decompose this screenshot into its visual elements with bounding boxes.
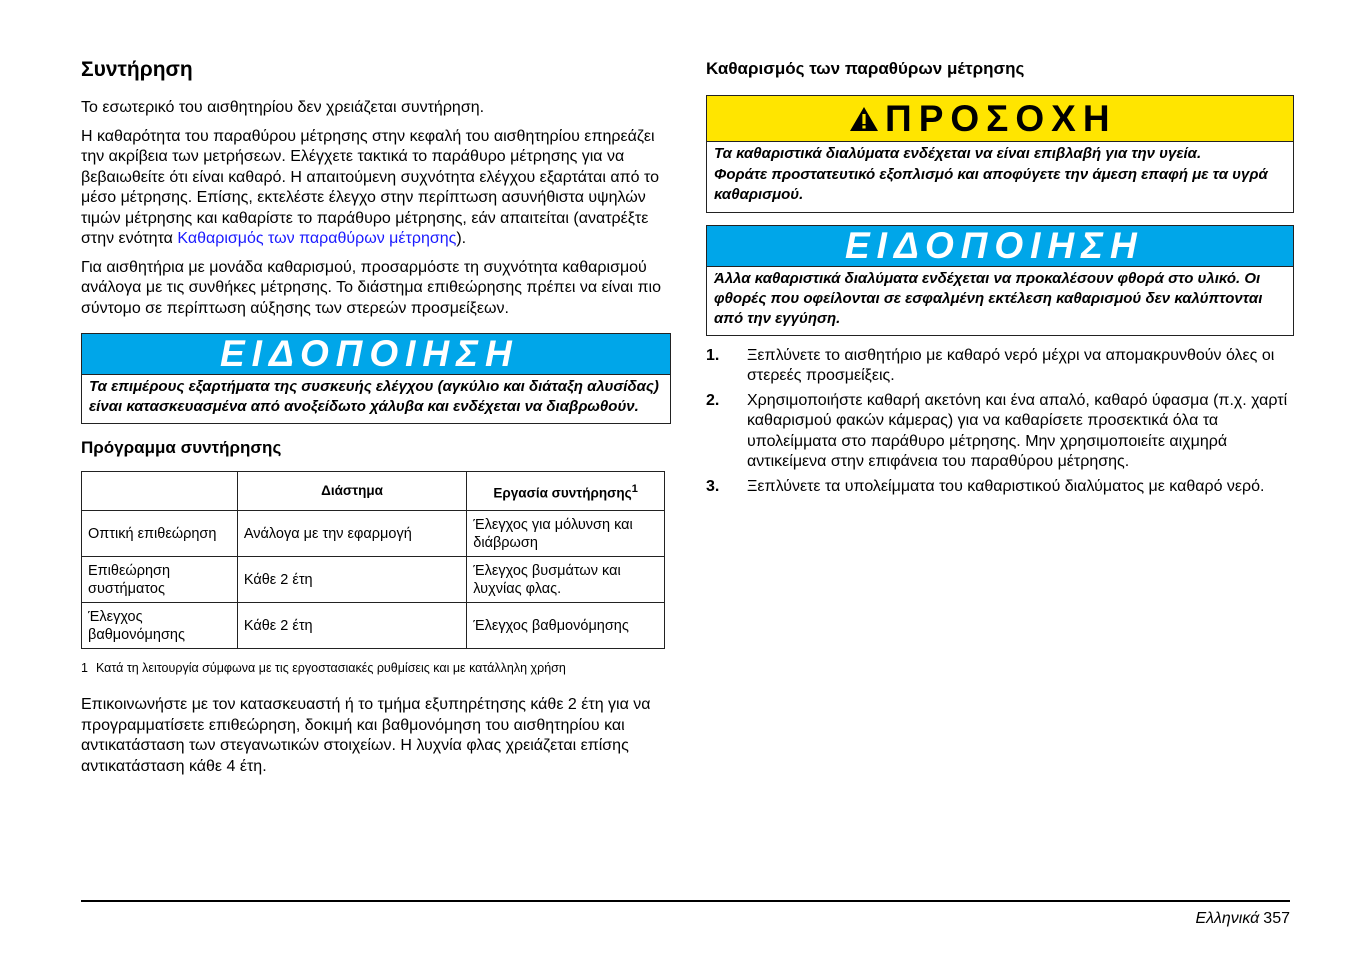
- footnote-marker: 1: [631, 482, 638, 495]
- list-item: [706, 477, 1294, 498]
- notice-header: [707, 226, 1293, 267]
- section-title-maintenance: Συντήρηση: [81, 58, 193, 81]
- table-header-cell: [82, 472, 238, 511]
- table-row: [82, 603, 665, 649]
- table-cell: Οπτική επιθεώρηση: [82, 511, 238, 557]
- table-row: [82, 557, 665, 603]
- caution-header: [707, 96, 1293, 142]
- paragraph-window-cleanliness: [81, 127, 671, 250]
- maintenance-schedule-table: [81, 471, 665, 649]
- table-footnote: [81, 661, 671, 675]
- table-cell: Έλεγχος βυσμάτων και λυχνίας φλας.: [467, 557, 665, 603]
- notice-text: Τα επιμέρους εξαρτήματα της συσκευής ελέγχου (αγκύλιο και διάταξη αλυσίδας) είναι κατασκευασμένα από ανοξείδωτο χάλυβα και ενδέχεται να διαβρωθούν.: [89, 378, 659, 415]
- warning-triangle-icon: [849, 105, 879, 133]
- footer-language: Ελληνικά: [1195, 910, 1260, 927]
- caution-line: Τα καθαριστικά διαλύματα ενδέχεται να είναι επιβλαβή για την υγεία.: [714, 145, 1202, 162]
- caution-text: [707, 142, 1293, 212]
- paragraph-end: ).: [456, 230, 467, 247]
- schedule-title: Πρόγραμμα συντήρησης: [81, 438, 282, 457]
- page-number: 357: [1263, 910, 1290, 927]
- table-cell: Κάθε 2 έτη: [237, 557, 466, 603]
- paragraph-contact-service: Επικοινωνήστε με τον κατασκευαστή ή το τμήμα εξυπηρέτησης κάθε 2 έτη για να προγραμματίσετε επιθεώρηση, δοκιμή και βαθμονόμηση του αισθητηρίου και αντικατάσταση των στεγανωτικών στοιχείων. Η λυχνία φλας χρειάζεται επίσης αντικατάσταση κάθε 4 έτη.: [81, 696, 651, 775]
- footnote-number: 1: [81, 661, 88, 675]
- table-cell: Κάθε 2 έτη: [237, 603, 466, 649]
- left-column: [81, 55, 671, 785]
- notice-title: ΕΙΔΟΠΟΙΗΣΗ: [845, 224, 1144, 266]
- caution-title: ΠΡΟΣΟΧΗ: [885, 97, 1117, 139]
- table-cell: Έλεγχος βαθμονόμησης: [82, 603, 238, 649]
- step-text: Ξεπλύνετε τα υπολείμματα του καθαριστικού διαλύματος με καθαρό νερό.: [747, 477, 1265, 495]
- table-cell: Έλεγχος για μόλυνση και διάβρωση: [467, 511, 665, 557]
- step-text: Ξεπλύνετε το αισθητήριο με καθαρό νερό μέχρι να απομακρυνθούν όλες οι στερεές προσμείξεις.: [747, 346, 1275, 384]
- paragraph-cleaning-unit: Για αισθητήρια με μονάδα καθαρισμού, προσαρμόστε τη συχνότητα καθαρισμού ανάλογα με τις συνθήκες μέτρησης. Το διάστημα επιθεώρησης πρέπει να είναι πιο σύντομο σε περίπτωση αύξησης των στερεών προσμείξεων.: [81, 258, 661, 317]
- notice-box-warranty: [706, 225, 1294, 336]
- list-item: [706, 391, 1294, 473]
- list-item: [706, 346, 1294, 387]
- notice-header: [82, 334, 670, 375]
- caution-line: Φοράτε προστατευτικό εξοπλισμό και αποφύγετε την άμεση επαφή με τα υγρά καθαρισμού.: [714, 165, 1268, 203]
- caution-box: [706, 95, 1294, 213]
- table-cell: Ανάλογα με την εφαρμογή: [237, 511, 466, 557]
- footnote-text: Κατά τη λειτουργία σύμφωνα με τις εργοστασιακές ρυθμίσεις και με κατάλληλη χρήση: [95, 661, 566, 675]
- table-header-cell: [467, 472, 665, 511]
- right-column: [706, 55, 1294, 501]
- step-text: Χρησιμοποιήστε καθαρή ακετόνη και ένα απαλό, καθαρό ύφασμα (π.χ. χαρτί καθαρισμού φακών κάμερας) για να καθαρίσετε προσεκτικά όλα τα υπολείμματα στο παράθυρο μέτρησης. Μην χρησιμοποιείτε αιχμηρά αντικείμενα στην επιφάνεια του παραθύρου μέτρησης.: [747, 391, 1288, 470]
- table-header-row: [82, 472, 665, 511]
- table-cell: Έλεγχος βαθμονόμησης: [467, 603, 665, 649]
- table-header-cell: Διάστημα: [237, 472, 466, 511]
- notice-text: Άλλα καθαριστικά διαλύματα ενδέχεται να προκαλέσουν φθορά στο υλικό. Οι φθορές που οφείλονται σε εσφαλμένη εκτέλεση καθαρισμού δεν καλύπτονται από την εγγύηση.: [714, 269, 1263, 327]
- paragraph-text: Η καθαρότητα του παραθύρου μέτρησης στην κεφαλή του αισθητηρίου επηρεάζει την ακρίβεια των μετρήσεων. Ελέγχετε τακτικά το παράθυρο μέτρησης για να βεβαιωθείτε ότι είναι καθαρό. Η απαιτούμενη συχνότητα ελέγχου εξαρτάται από το μέσο μέτρησης. Επίσης, εκτελέστε έλεγχο στην περίπτωση ασυνήθιστα υψηλών τιμών μέτρησης και καθαρίστε το παράθυρο μέτρησης, εάν απαιτείται (ανατρέξτε στην ενότητα: [81, 127, 659, 247]
- footer-divider: [81, 900, 1290, 902]
- step-number: 1.: [706, 346, 720, 364]
- cleaning-steps-list: [706, 346, 1294, 498]
- paragraph-intro: Το εσωτερικό του αισθητηρίου δεν χρειάζεται συντήρηση.: [81, 99, 485, 116]
- cleaning-section-link[interactable]: Καθαρισμός των παραθύρων μέτρησης: [177, 230, 457, 247]
- section-title-cleaning: Καθαρισμός των παραθύρων μέτρησης: [706, 59, 1025, 78]
- page-footer: [1196, 910, 1291, 928]
- step-number: 3.: [706, 477, 720, 495]
- table-cell: Επιθεώρηση συστήματος: [82, 557, 238, 603]
- table-row: [82, 511, 665, 557]
- notice-title: ΕΙΔΟΠΟΙΗΣΗ: [220, 333, 519, 374]
- step-number: 2.: [706, 391, 720, 409]
- notice-box-stainless: [81, 333, 671, 424]
- header-label: Εργασία συντήρησης: [493, 485, 632, 501]
